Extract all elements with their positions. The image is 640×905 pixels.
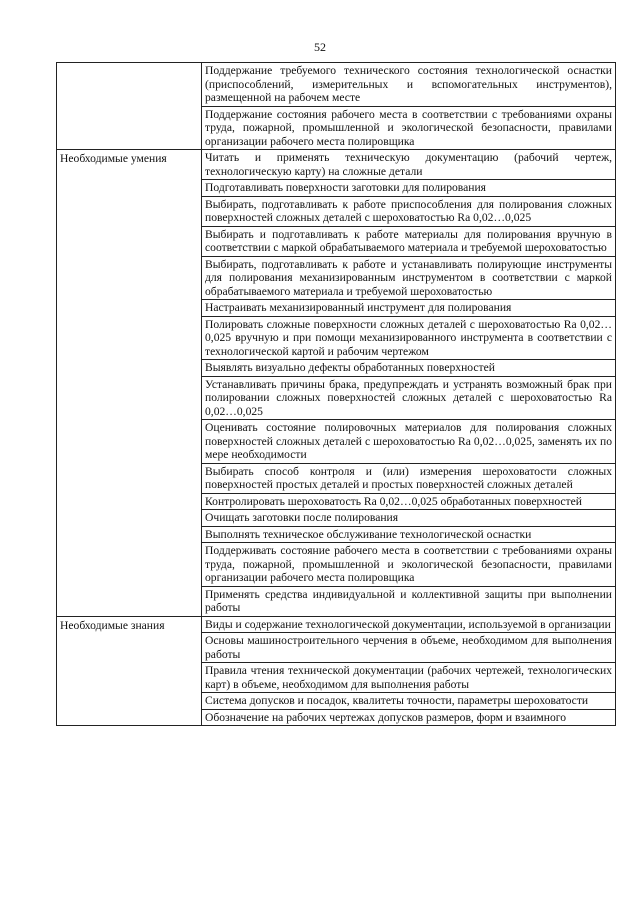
requirement-item: Читать и применять техническую документацию (рабочий чертеж, технологическую карту) на сложные детали bbox=[202, 150, 616, 180]
requirement-item: Поддерживать состояние рабочего места в соответствии с требованиями охраны труда, пожарной, промышленной и экологической безопасности, правилами организации рабочего места полировщика bbox=[202, 543, 616, 587]
requirement-item: Устанавливать причины брака, предупреждать и устранять возможный брак при полировании сложных поверхностей сложных деталей с шероховатостью Ra 0,02…0,025 bbox=[202, 376, 616, 420]
table-row bbox=[57, 150, 616, 180]
requirement-item: Подготавливать поверхности заготовки для полирования bbox=[202, 180, 616, 197]
requirement-item: Поддержание требуемого технического состояния технологической оснастки (приспособлений, измерительных и вспомогательных инструментов), размещенной на рабочем месте bbox=[202, 63, 616, 107]
table-row bbox=[57, 63, 616, 107]
requirement-item: Очищать заготовки после полирования bbox=[202, 510, 616, 527]
requirement-item: Обозначение на рабочих чертежах допусков размеров, форм и взаимного bbox=[202, 709, 616, 726]
requirement-item: Выбирать, подготавливать к работе и устанавливать полирующие инструменты для полирования механизированным инструментом в соответствии с маркой обрабатываемого материала и требуемой шероховатостью bbox=[202, 256, 616, 300]
requirement-item: Полировать сложные поверхности сложных деталей с шероховатостью Ra 0,02…0,025 вручную и при помощи механизированного инструмента в соответствии с технологической картой и рабочим чертежом bbox=[202, 316, 616, 360]
requirement-item: Выбирать, подготавливать к работе приспособления для полирования сложных поверхностей сложных деталей с шероховатостью Ra 0,02…0,025 bbox=[202, 196, 616, 226]
requirement-item: Выполнять техническое обслуживание технологической оснастки bbox=[202, 526, 616, 543]
section-label: Необходимые знания bbox=[60, 618, 165, 632]
table-row bbox=[57, 616, 616, 633]
requirement-item: Основы машиностроительного черчения в объеме, необходимом для выполнения работы bbox=[202, 633, 616, 663]
competency-table bbox=[56, 62, 616, 726]
requirement-item: Правила чтения технической документации (рабочих чертежей, технологических карт) в объеме, необходимом для выполнения работы bbox=[202, 663, 616, 693]
requirement-item: Виды и содержание технологической документации, используемой в организации bbox=[202, 616, 616, 633]
requirement-item: Выбирать и подготавливать к работе материалы для полирования вручную в соответствии с маркой обрабатываемого материала и требуемой шероховатостью bbox=[202, 226, 616, 256]
section-label: Необходимые умения bbox=[60, 152, 167, 165]
requirement-item: Применять средства индивидуальной и коллективной защиты при выполнении работы bbox=[202, 586, 616, 616]
requirement-item: Система допусков и посадок, квалитеты точности, параметры шероховатости bbox=[202, 693, 616, 710]
section-label-cell bbox=[57, 63, 202, 150]
requirement-item: Выявлять визуально дефекты обработанных поверхностей bbox=[202, 360, 616, 377]
section-label-cell bbox=[57, 616, 202, 726]
competency-table-body bbox=[57, 63, 616, 726]
requirement-item: Поддержание состояния рабочего места в соответствии с требованиями охраны труда, пожарной, промышленной и экологической безопасности, правилами организации рабочего места полировщика bbox=[202, 106, 616, 150]
requirement-item: Контролировать шероховатость Ra 0,02…0,025 обработанных поверхностей bbox=[202, 493, 616, 510]
section-label-cell bbox=[57, 150, 202, 617]
requirement-item: Оценивать состояние полировочных материалов для полирования сложных поверхностей сложных деталей с шероховатостью Ra 0,02…0,025, заменять их по мере необходимости bbox=[202, 420, 616, 464]
page-number: 52 bbox=[314, 40, 326, 54]
requirement-item: Настраивать механизированный инструмент для полирования bbox=[202, 300, 616, 317]
section-label bbox=[60, 64, 198, 65]
requirement-item: Выбирать способ контроля и (или) измерения шероховатости сложных поверхностей простых деталей и простых поверхностей сложных деталей bbox=[202, 463, 616, 493]
